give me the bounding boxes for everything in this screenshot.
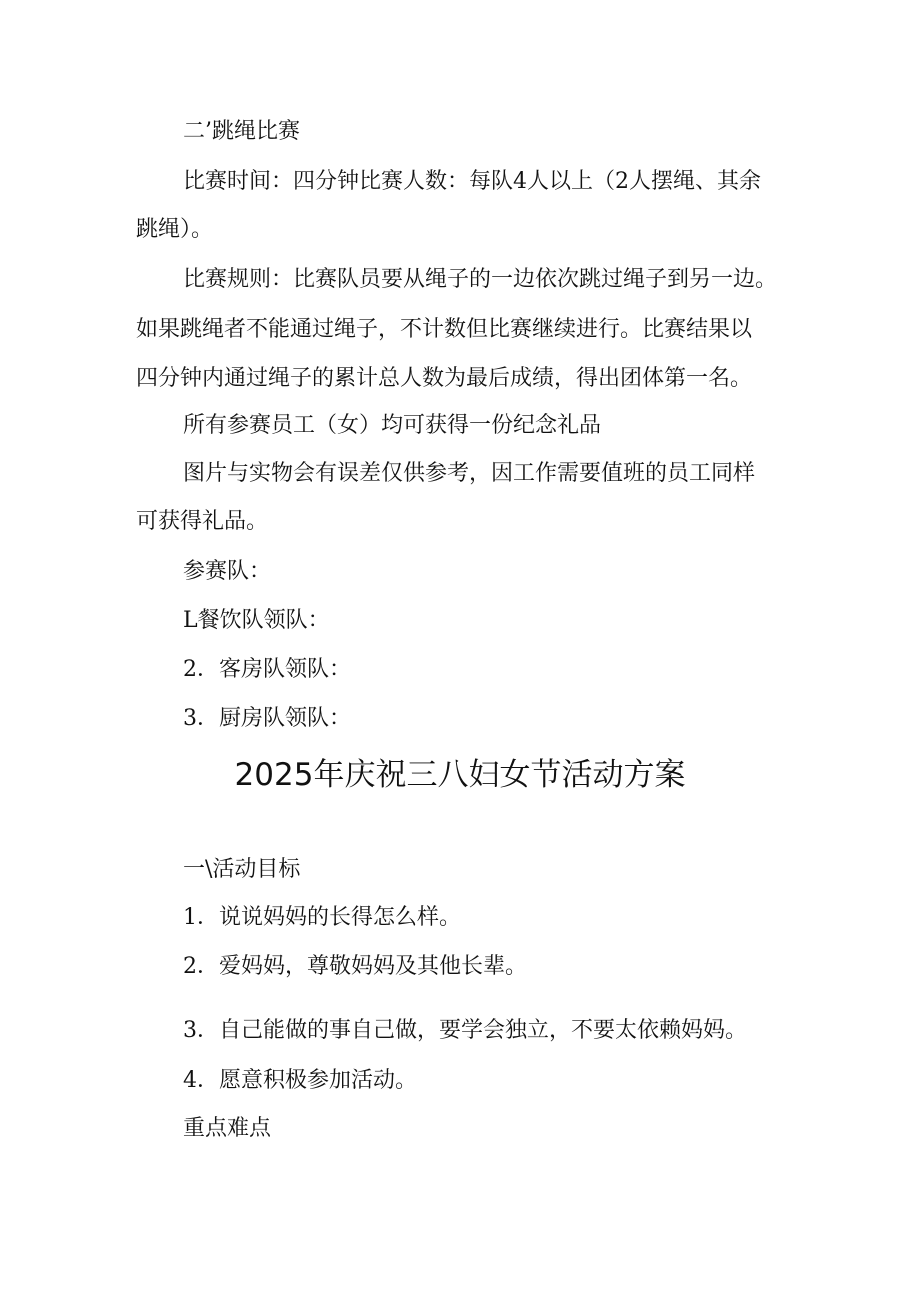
note-line-2: 可获得礼品。: [136, 509, 269, 534]
goal-item: 1．说说妈妈的长得怎么样。: [183, 905, 461, 930]
competition-rules-line-1: 比赛规则：比赛队员要从绳子的一边依次跳过绳子到另一边。: [183, 267, 778, 292]
team-item: 2．客房队领队：: [183, 657, 351, 682]
team-item: L餐饮队领队：: [183, 608, 330, 633]
note-line-1: 图片与实物会有误差仅供参考，因工作需要值班的员工同样: [183, 461, 756, 486]
section-heading-jump-rope: 二’跳绳比赛: [183, 119, 300, 144]
goal-item: 2．爱妈妈，尊敬妈妈及其他长辈。: [183, 954, 527, 979]
teams-label: 参赛队：: [183, 559, 272, 584]
key-points-heading: 重点难点: [183, 1116, 272, 1141]
document-title: 2025年庆祝三八妇女节活动方案: [234, 757, 686, 793]
competition-rules-line-3: 四分钟内通过绳子的累计总人数为最后成绩，得出团体第一名。: [136, 366, 753, 391]
competition-time-line-2: 跳绳）。: [136, 217, 214, 242]
goal-item: 4．愿意积极参加活动。: [183, 1068, 417, 1093]
team-item: 3．厨房队领队：: [183, 706, 351, 731]
competition-rules-line-2: 如果跳绳者不能通过绳子，不计数但比赛继续进行。比赛结果以: [136, 317, 753, 342]
gift-paragraph: 所有参赛员工（女）均可获得一份纪念礼品: [183, 413, 602, 438]
goal-item: 3．自己能做的事自己做，要学会独立，不要太依赖妈妈。: [183, 1018, 747, 1043]
competition-time-line-1: 比赛时间：四分钟比赛人数：每队4人以上（2人摆绳、其余: [183, 169, 761, 194]
section-heading-goals: 一\活动目标: [183, 857, 301, 882]
